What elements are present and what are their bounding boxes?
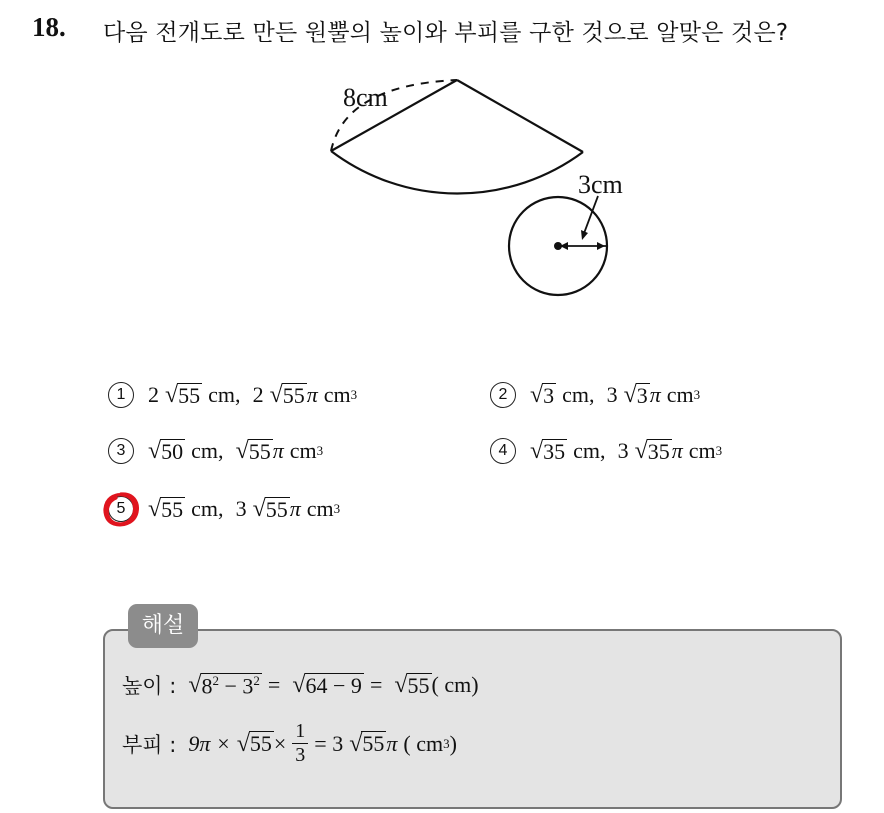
cone-net-figure — [0, 0, 884, 320]
pi: π — [671, 438, 683, 463]
exponent: 3 — [316, 443, 324, 458]
volume-label: 부피 : — [122, 732, 177, 757]
unit: ( cm) — [431, 672, 479, 697]
term: 9π × — [188, 730, 231, 756]
coefficient: 3 — [617, 438, 629, 463]
radical: √ 35 — [634, 438, 670, 465]
unit: ( cm — [403, 730, 444, 756]
coefficient: 2 — [148, 382, 159, 407]
unit: cm, — [191, 438, 224, 463]
choice-5[interactable] — [108, 496, 340, 522]
choice-number: 3 — [108, 438, 134, 464]
slant-label: 8cm — [343, 83, 388, 112]
exponent: 3 — [715, 443, 723, 458]
radical: √ $8^2 - 3^2$ — [188, 672, 260, 699]
radical: √ 64 − 9 — [292, 672, 362, 699]
radius-arrow-left — [560, 242, 568, 250]
radical: √ 3 — [530, 382, 555, 409]
radius-pointer-head — [581, 230, 588, 240]
pi: π — [289, 496, 301, 521]
solution-tag: 해설 — [128, 604, 198, 648]
choice-4[interactable] — [490, 438, 722, 464]
radical: √ 35 — [530, 438, 566, 465]
radical: √ 55 — [165, 382, 201, 409]
pi: π — [306, 382, 318, 407]
question-number: 18. — [32, 12, 66, 42]
height-label: 높이 : — [122, 674, 177, 698]
radical: √ 55 — [148, 496, 184, 523]
unit: cm, — [562, 382, 595, 407]
choice-3[interactable] — [108, 438, 323, 464]
sector-side-right — [457, 80, 583, 152]
radical: √ 55 — [349, 730, 385, 757]
unit: cm, — [573, 438, 606, 463]
unit: cm, — [191, 496, 224, 521]
choice-number: 4 — [490, 438, 516, 464]
radius-label: 3cm — [578, 170, 623, 199]
unit: cm — [323, 382, 351, 407]
radical: √ 55 — [252, 496, 288, 523]
coefficient: 3 — [606, 382, 618, 407]
unit-close: ) — [449, 730, 457, 756]
exponent: 3 — [693, 387, 701, 402]
exponent: 3 — [350, 387, 358, 402]
pi: π — [272, 438, 284, 463]
coefficient: 2 — [252, 382, 264, 407]
times: × — [273, 730, 287, 756]
unit: cm, — [208, 382, 241, 407]
choice-1[interactable] — [108, 382, 357, 408]
choice-number: 2 — [490, 382, 516, 408]
radical: √ 3 — [623, 382, 648, 409]
equals: = — [267, 672, 281, 697]
unit: cm — [306, 496, 334, 521]
solution-volume-line — [122, 720, 457, 767]
fraction: $\frac{1}{3}$ — [292, 720, 308, 767]
equals-three: = 3 — [314, 730, 344, 756]
choice-number: 1 — [108, 382, 134, 408]
solution-height-line — [122, 670, 479, 700]
unit: cm — [289, 438, 317, 463]
sector-arc — [331, 151, 583, 194]
choice-2[interactable] — [490, 382, 700, 408]
answer-circle-mark — [100, 489, 142, 531]
equals: = — [369, 672, 383, 697]
question-text: 다음 전개도로 만든 원뿔의 높이와 부피를 구한 것으로 알맞은 것은? — [103, 20, 789, 46]
choice-number: 5 — [108, 496, 134, 522]
solution-box — [103, 629, 842, 809]
unit: cm — [666, 382, 694, 407]
radical: √ 55 — [235, 438, 271, 465]
pi: π — [649, 382, 661, 407]
pi: π — [386, 730, 398, 756]
unit: cm — [688, 438, 716, 463]
radius-arrow-right — [597, 242, 605, 250]
exponent: 3 — [443, 735, 450, 751]
radical: √ 50 — [148, 438, 184, 465]
radical: √ 55 — [236, 730, 272, 757]
radical: √ 55 — [394, 672, 430, 699]
coefficient: 3 — [235, 496, 247, 521]
exponent: 3 — [333, 501, 341, 516]
radical: √ 55 — [269, 382, 305, 409]
